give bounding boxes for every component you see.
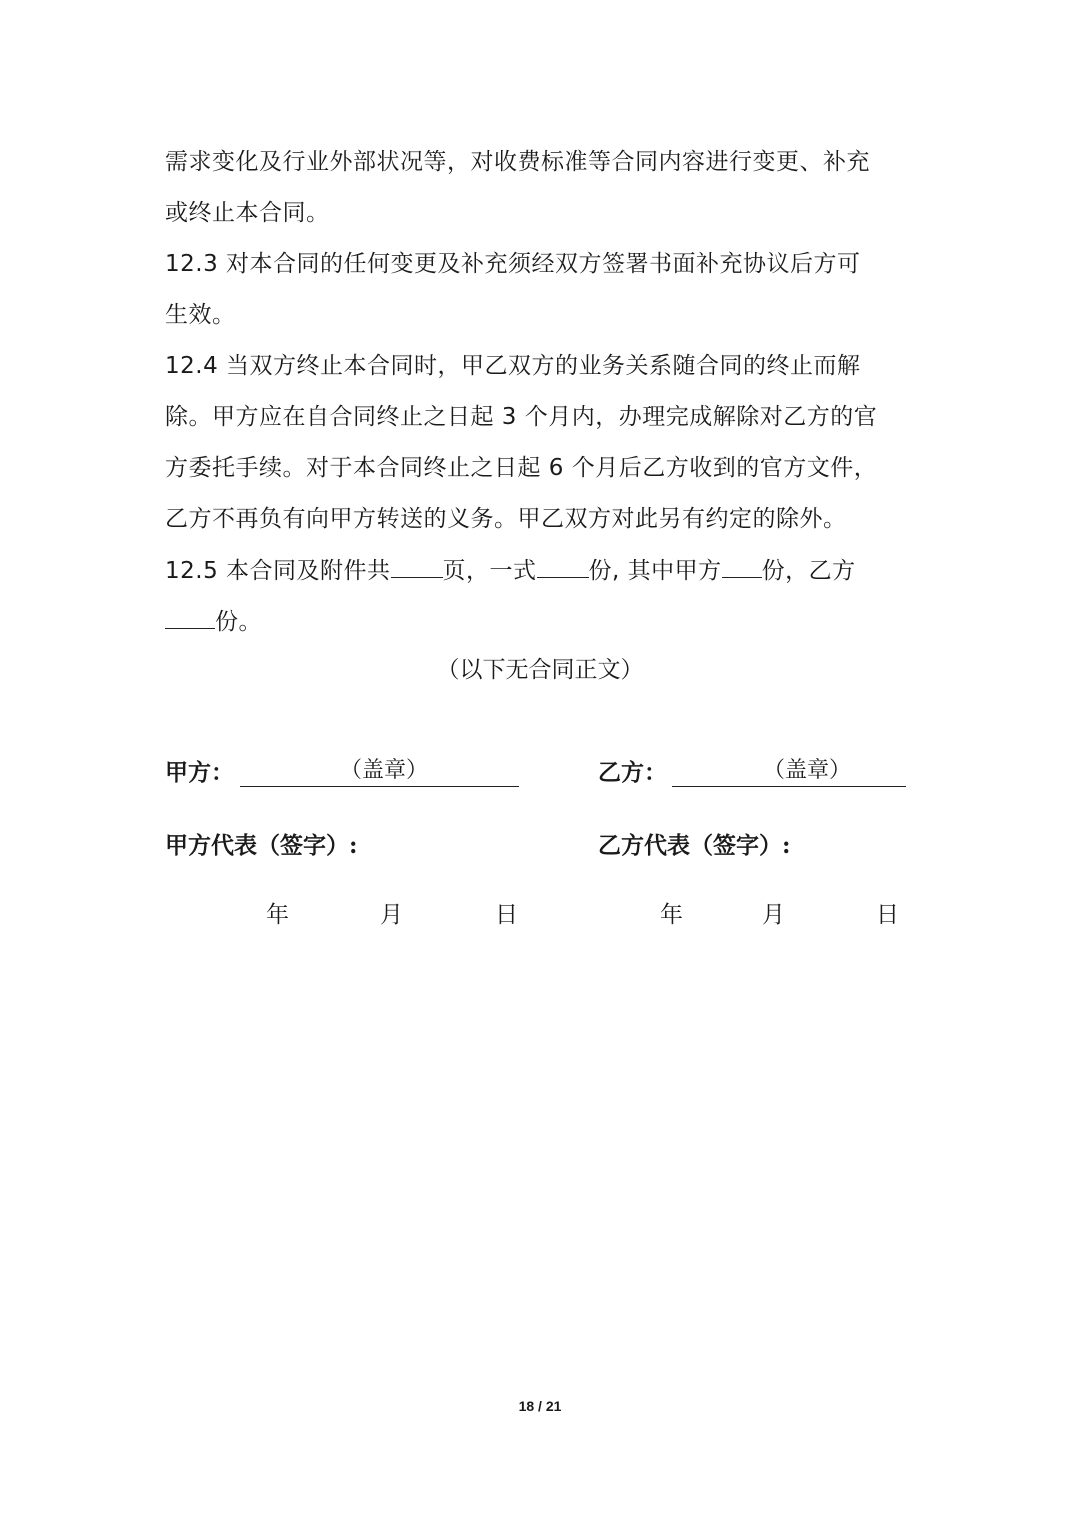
body-line: 除。甲方应在自合同终止之日起 3 个月内，办理完成解除对乙方的官 xyxy=(165,404,878,430)
body-line: 乙方不再负有向甲方转送的义务。甲乙双方对此另有约定的除外。 xyxy=(165,506,847,532)
clause-text: 份。 xyxy=(215,609,262,635)
clause-12-5 xyxy=(165,555,856,586)
party-b-stamp-label: （盖章） xyxy=(763,758,852,783)
body-line: 方委托手续。对于本合同终止之日起 6 个月后乙方收到的官方文件， xyxy=(165,455,878,481)
party-b-representative-label: 乙方代表（签字）: xyxy=(598,832,791,859)
pages-blank[interactable] xyxy=(391,555,443,578)
party-a-stamp-label: （盖章） xyxy=(340,758,429,783)
party-b-day: 日 xyxy=(876,902,899,928)
clause-text: 份, 其中甲方 xyxy=(588,558,722,584)
party-b-copies-blank[interactable] xyxy=(165,606,215,629)
party-b-year: 年 xyxy=(660,902,683,928)
party-a-month: 月 xyxy=(380,902,403,928)
clause-text: 12.5 本合同及附件共 xyxy=(165,558,391,584)
party-b-month: 月 xyxy=(762,902,785,928)
clause-12-3: 12.3 对本合同的任何变更及补充须经双方签署书面补充协议后方可 xyxy=(165,251,861,277)
party-a-representative-label: 甲方代表（签字）: xyxy=(165,832,358,859)
body-line: 生效。 xyxy=(165,302,236,328)
clause-text: 份，乙方 xyxy=(761,558,856,584)
clause-12-5-cont xyxy=(165,606,262,637)
clause-text: 页，一式 xyxy=(442,558,537,584)
page-number: 18 / 21 xyxy=(518,1398,562,1414)
body-line: 需求变化及行业外部状况等，对收费标准等合同内容进行变更、补充 xyxy=(165,149,870,175)
clause-12-4: 12.4 当双方终止本合同时，甲乙双方的业务关系随合同的终止而解 xyxy=(165,353,861,379)
party-a-label: 甲方： xyxy=(165,759,234,786)
copies-blank[interactable] xyxy=(537,555,589,578)
party-b-label: 乙方： xyxy=(598,759,667,786)
body-line: 或终止本合同。 xyxy=(165,200,330,226)
party-a-copies-blank[interactable] xyxy=(722,555,762,578)
party-a-day: 日 xyxy=(495,902,518,928)
party-a-year: 年 xyxy=(266,902,289,928)
end-of-contract-note: （以下无合同正文） xyxy=(436,657,644,683)
